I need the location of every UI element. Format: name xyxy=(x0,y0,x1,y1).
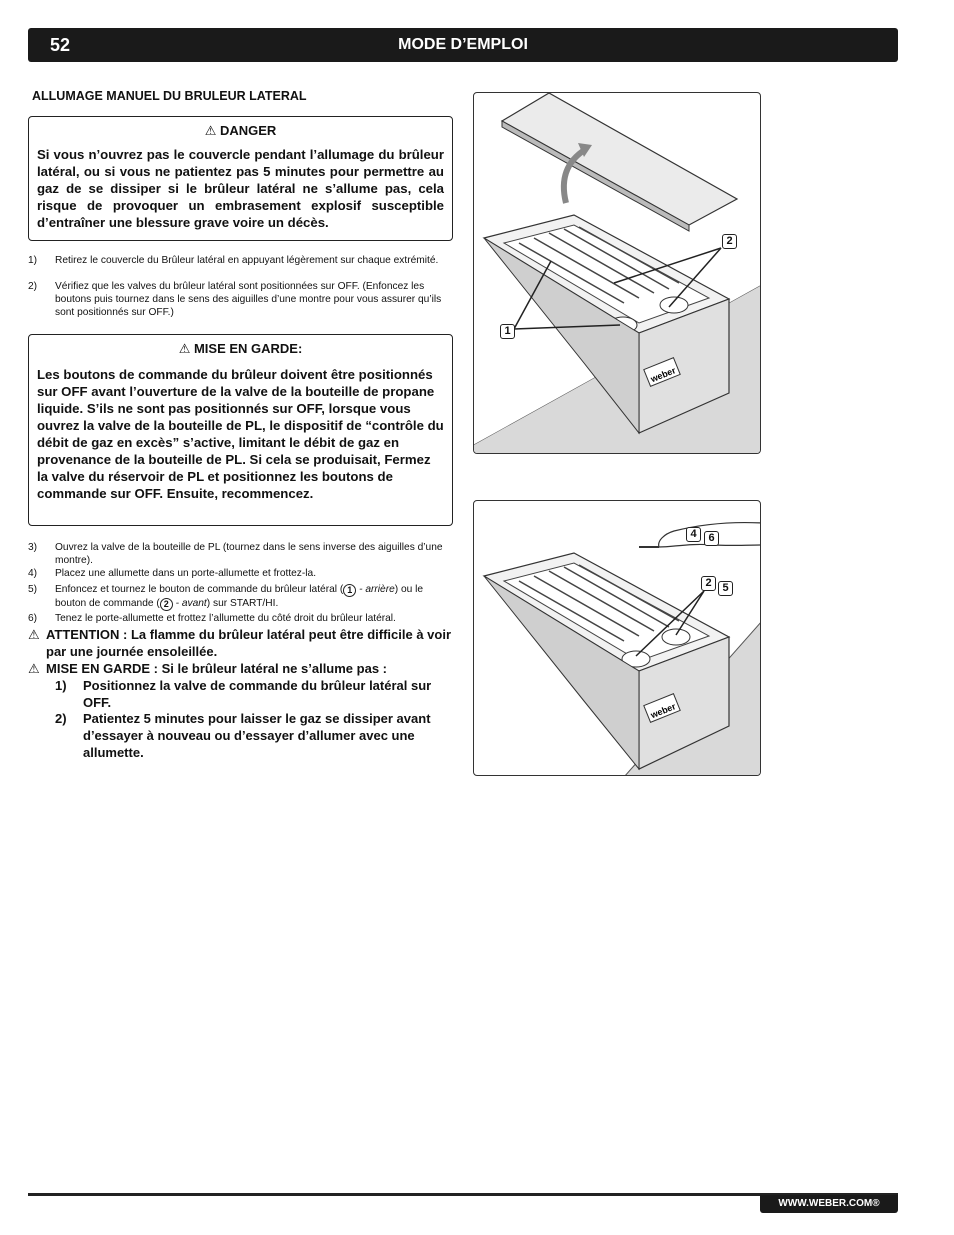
caution-title: MISE EN GARDE: xyxy=(193,341,303,356)
danger-title: DANGER xyxy=(219,123,277,138)
footer-url: WWW.WEBER.COM® xyxy=(760,1195,898,1213)
danger-text: Si vous n’ouvrez pas le couvercle pendant l’allumage du brûleur latéral, ou si vous ne patientez pas 5 minutes pour permettre au gaz de se dissiper si le brûleur latéral ne s’allume pas, cela risque de provoquer un embrasement explosif susceptible d’entraîner une blessure grave voire un décès. xyxy=(37,147,444,230)
sub-step-number: 2) xyxy=(55,711,67,726)
step-6 xyxy=(28,612,448,625)
step-2 xyxy=(28,280,448,319)
step-number: 1) xyxy=(28,255,38,266)
danger-box xyxy=(28,116,453,241)
step-text: Vérifiez que les valves du brûleur latéral sont positionnées sur OFF. (Enfoncez les boutons puis tournez dans le sens des aiguilles d’une montre pour vous assurer qu’ils sont positionnés sur OFF.) xyxy=(55,281,442,318)
step-5 xyxy=(28,583,448,611)
callout-ref-label: - arrière xyxy=(356,584,395,595)
step-number: 3) xyxy=(28,542,38,553)
sub-step-2 xyxy=(55,710,455,761)
step-text-part: ) sur START/HI. xyxy=(206,598,279,609)
warning-triangle-icon: ⚠ xyxy=(178,341,191,356)
figure-remove-lid xyxy=(473,92,761,454)
step-text: Tenez le porte-allumette et frottez l’allumette du côté droit du brûleur latéral. xyxy=(55,613,396,624)
callout-5: 5 xyxy=(718,581,733,596)
page-number: 52 xyxy=(50,35,71,55)
warning-triangle-icon: ⚠ xyxy=(28,661,40,676)
weber-logo: weber xyxy=(649,365,678,385)
warning-triangle-icon: ⚠ xyxy=(204,123,217,138)
attention-text: ATTENTION : La flamme du brûleur latéral peut être difficile à voir par une journée ensoleillée. xyxy=(46,627,451,659)
callout-ref-2: 2 xyxy=(160,598,173,611)
step-text: Ouvrez la valve de la bouteille de PL (tournez dans le sens inverse des aiguilles d’une montre). xyxy=(55,542,443,566)
step-number: 5) xyxy=(28,584,38,595)
sub-step-number: 1) xyxy=(55,678,67,693)
section-title: ALLUMAGE MANUEL DU BRULEUR LATERAL xyxy=(32,89,307,103)
step-number: 2) xyxy=(28,281,38,292)
callout-4: 4 xyxy=(686,527,701,542)
callout-ref-label: - avant xyxy=(172,598,207,609)
step-3 xyxy=(28,541,448,567)
mise-en-garde-note xyxy=(28,660,453,677)
callout-ref-1: 1 xyxy=(343,584,356,597)
figure-light-burner xyxy=(473,500,761,776)
caution-text: Les boutons de commande du brûleur doivent être positionnés sur OFF avant l’ouverture de la valve de la bouteille de propane liquide. S’ils ne sont pas positionnés sur OFF, lorsque vous ouvrez la valve de la bouteille de PL, le dispositif de “contrôle du débit de gaz en excès” s’active, limitant le débit de gaz en provenance de la bouteille de PL. Si cela se produisait, Fermez la valve du réservoir de PL et positionnez les boutons de commande sur OFF. Ensuite, recommencez. xyxy=(37,367,444,501)
caution-box xyxy=(28,334,453,526)
step-number: 4) xyxy=(28,568,38,579)
step-text: Placez une allumette dans un porte-allumette et frottez-la. xyxy=(55,568,317,579)
warning-triangle-icon: ⚠ xyxy=(28,627,40,642)
page-title: MODE D’EMPLOI xyxy=(398,36,528,53)
step-4 xyxy=(28,567,448,580)
page-header xyxy=(28,28,898,62)
callout-1: 1 xyxy=(500,324,515,339)
mise-en-garde-text: MISE EN GARDE : Si le brûleur latéral ne s’allume pas : xyxy=(46,661,387,676)
step-text xyxy=(55,583,448,611)
callout-2: 2 xyxy=(722,234,737,249)
step-1 xyxy=(28,254,448,267)
step-text-part: Enfoncez et tournez le bouton de commande du brûleur latéral ( xyxy=(55,584,344,595)
callout-2: 2 xyxy=(701,576,716,591)
sub-step-text: Positionnez la valve de commande du brûleur latéral sur OFF. xyxy=(83,678,432,710)
step-text-part: ) ou le bouton de commande ( xyxy=(55,584,424,609)
step-number: 6) xyxy=(28,613,38,624)
sub-step-text: Patientez 5 minutes pour laisser le gaz se dissiper avant d’essayer à nouveau ou d’essayer d’allumer avec une allumette. xyxy=(83,711,431,760)
caution-title-row xyxy=(29,341,452,357)
weber-logo: weber xyxy=(649,701,678,721)
callout-6: 6 xyxy=(704,531,719,546)
side-burner-illustration xyxy=(474,93,761,454)
sub-step-1 xyxy=(55,677,455,711)
attention-note xyxy=(28,626,453,660)
step-text: Retirez le couvercle du Brûleur latéral en appuyant légèrement sur chaque extrémité. xyxy=(55,255,439,266)
danger-title-row xyxy=(29,123,452,139)
